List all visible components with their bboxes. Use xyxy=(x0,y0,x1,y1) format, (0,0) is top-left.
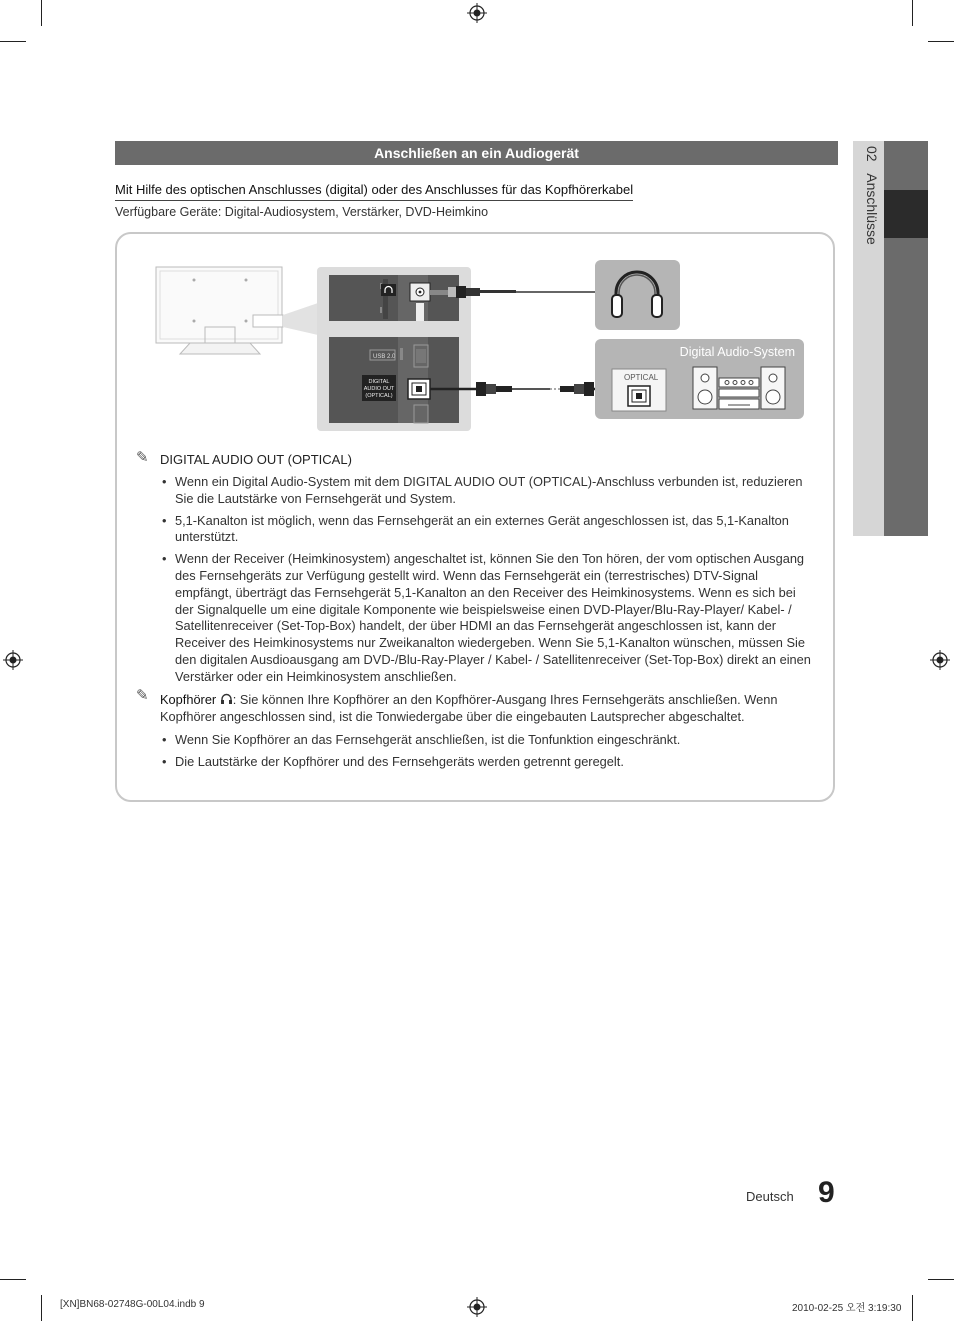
registration-mark-icon xyxy=(3,650,23,670)
connection-diagram xyxy=(150,255,810,435)
print-date-info: 2010-02-25 오전 3:19:30 xyxy=(792,1303,902,1314)
optical-label: OPTICAL xyxy=(624,373,659,382)
chapter-label xyxy=(858,146,880,386)
headphones-note xyxy=(136,687,810,726)
subsection-title: Mit Hilfe des optischen Anschlusses (digital) oder des Anschlusses für das Kopfhörerkabel xyxy=(115,182,633,201)
usb-label: USB 2.0 xyxy=(373,354,396,360)
list-item xyxy=(160,474,815,508)
list-item-text: Die Lautstärke der Kopfhörer und des Fernsehgeräts werden getrennt geregelt. xyxy=(175,753,624,769)
section-title: Anschließen an ein Audiogerät xyxy=(115,141,838,165)
system-label: Digital Audio-System xyxy=(679,345,795,359)
footer-language: Deutsch xyxy=(746,1189,794,1204)
headphones-note-text: : Sie können Ihre Kopfhörer an den Kopfhörer-Ausgang Ihres Fernsehgeräts anschließen. Wenn Kopfhörer angeschlossen sind, ist die Tonwiedergabe über die eingebauten Lautsprecher abgeschaltet. xyxy=(160,692,778,724)
headphones-list xyxy=(160,732,815,776)
crop-mark xyxy=(41,0,42,26)
crop-mark xyxy=(912,1295,913,1321)
headphones-icon xyxy=(220,693,233,705)
audio-out-label: AUDIO OUT xyxy=(363,386,395,392)
chapter-number: 02 xyxy=(864,146,880,162)
crop-mark xyxy=(928,1279,954,1280)
note-list xyxy=(160,474,815,691)
pencil-icon: ✎ xyxy=(136,449,149,466)
list-item xyxy=(160,754,815,771)
crop-mark xyxy=(41,1295,42,1321)
digital-label: DIGITAL xyxy=(368,379,390,385)
page-number: 9 xyxy=(818,1176,835,1209)
registration-mark-icon xyxy=(467,1297,487,1317)
crop-mark xyxy=(912,0,913,26)
crop-mark xyxy=(0,41,26,42)
crop-mark xyxy=(928,41,954,42)
registration-mark-icon xyxy=(930,650,950,670)
list-item xyxy=(160,732,815,749)
list-item-text: Wenn ein Digital Audio-System mit dem DIGITAL AUDIO OUT (OPTICAL)-Anschluss verbunden ist, reduzieren Sie die Lautstärke von Fernsehgerät und System. xyxy=(175,474,803,506)
registration-mark-icon xyxy=(467,3,487,23)
pencil-icon: ✎ xyxy=(136,687,149,704)
list-item-text: Wenn Sie Kopfhörer an das Fernsehgerät anschließen, ist die Tonfunktion eingeschränkt. xyxy=(175,732,681,747)
optical-port-label: (OPTICAL) xyxy=(365,393,393,399)
chapter-tab-marker xyxy=(884,190,928,238)
headphones-note-title: Kopfhörer xyxy=(160,692,217,707)
list-item-text: Wenn der Receiver (Heimkinosystem) angeschaltet ist, können Sie den Ton hören, der vom optischen Ausgang des Fernsehgeräts zur Verfügung gestellt wird. Wenn das Fernsehgerät ein (terrestrisches) DTV-Signal empfängt, überträgt das Fernsehgerät 5,1-Kanalton an den Receiver des Heimkinosystems. Wenn es sich bei der Signalquelle um eine digitale Komponente wie beispielsweise einen DVD-Player/Blu-Ray-Player/ Kabel- / Satellitenreceiver (Set-Top-Box) handelt, der über HDMI an das Fernsehgerät angeschlossen ist, kann der Receiver des Heimkinosystems nur Zweikanalton wiedergeben. Wenn Sie 5,1-Kanalton wünschen, müssen Sie den digitalen Ausdioausgang am DVD-/Blu-Ray-Player / Kabel- / Satellitenreceiver (Set-Top-Box) direkt an einen Verstärker oder ein Heimkinosystem anschließen. xyxy=(175,551,811,684)
print-file-info: [XN]BN68-02748G-00L04.indb 9 xyxy=(60,1299,205,1310)
tv-back-illustration xyxy=(156,267,283,354)
list-item xyxy=(160,513,815,547)
note-heading xyxy=(136,449,352,467)
list-item xyxy=(160,551,815,685)
available-devices: Verfügbare Geräte: Digital-Audiosystem, Verstärker, DVD-Heimkino xyxy=(115,205,489,219)
crop-mark xyxy=(0,1279,26,1280)
chapter-title: Anschlüsse xyxy=(864,173,880,245)
list-item-text: 5,1-Kanalton ist möglich, wenn das Fernsehgerät an ein externes Gerät angeschlossen ist, das 5,1-Kanalton unterstützt. xyxy=(175,512,789,545)
note-title: DIGITAL AUDIO OUT (OPTICAL) xyxy=(160,452,352,467)
